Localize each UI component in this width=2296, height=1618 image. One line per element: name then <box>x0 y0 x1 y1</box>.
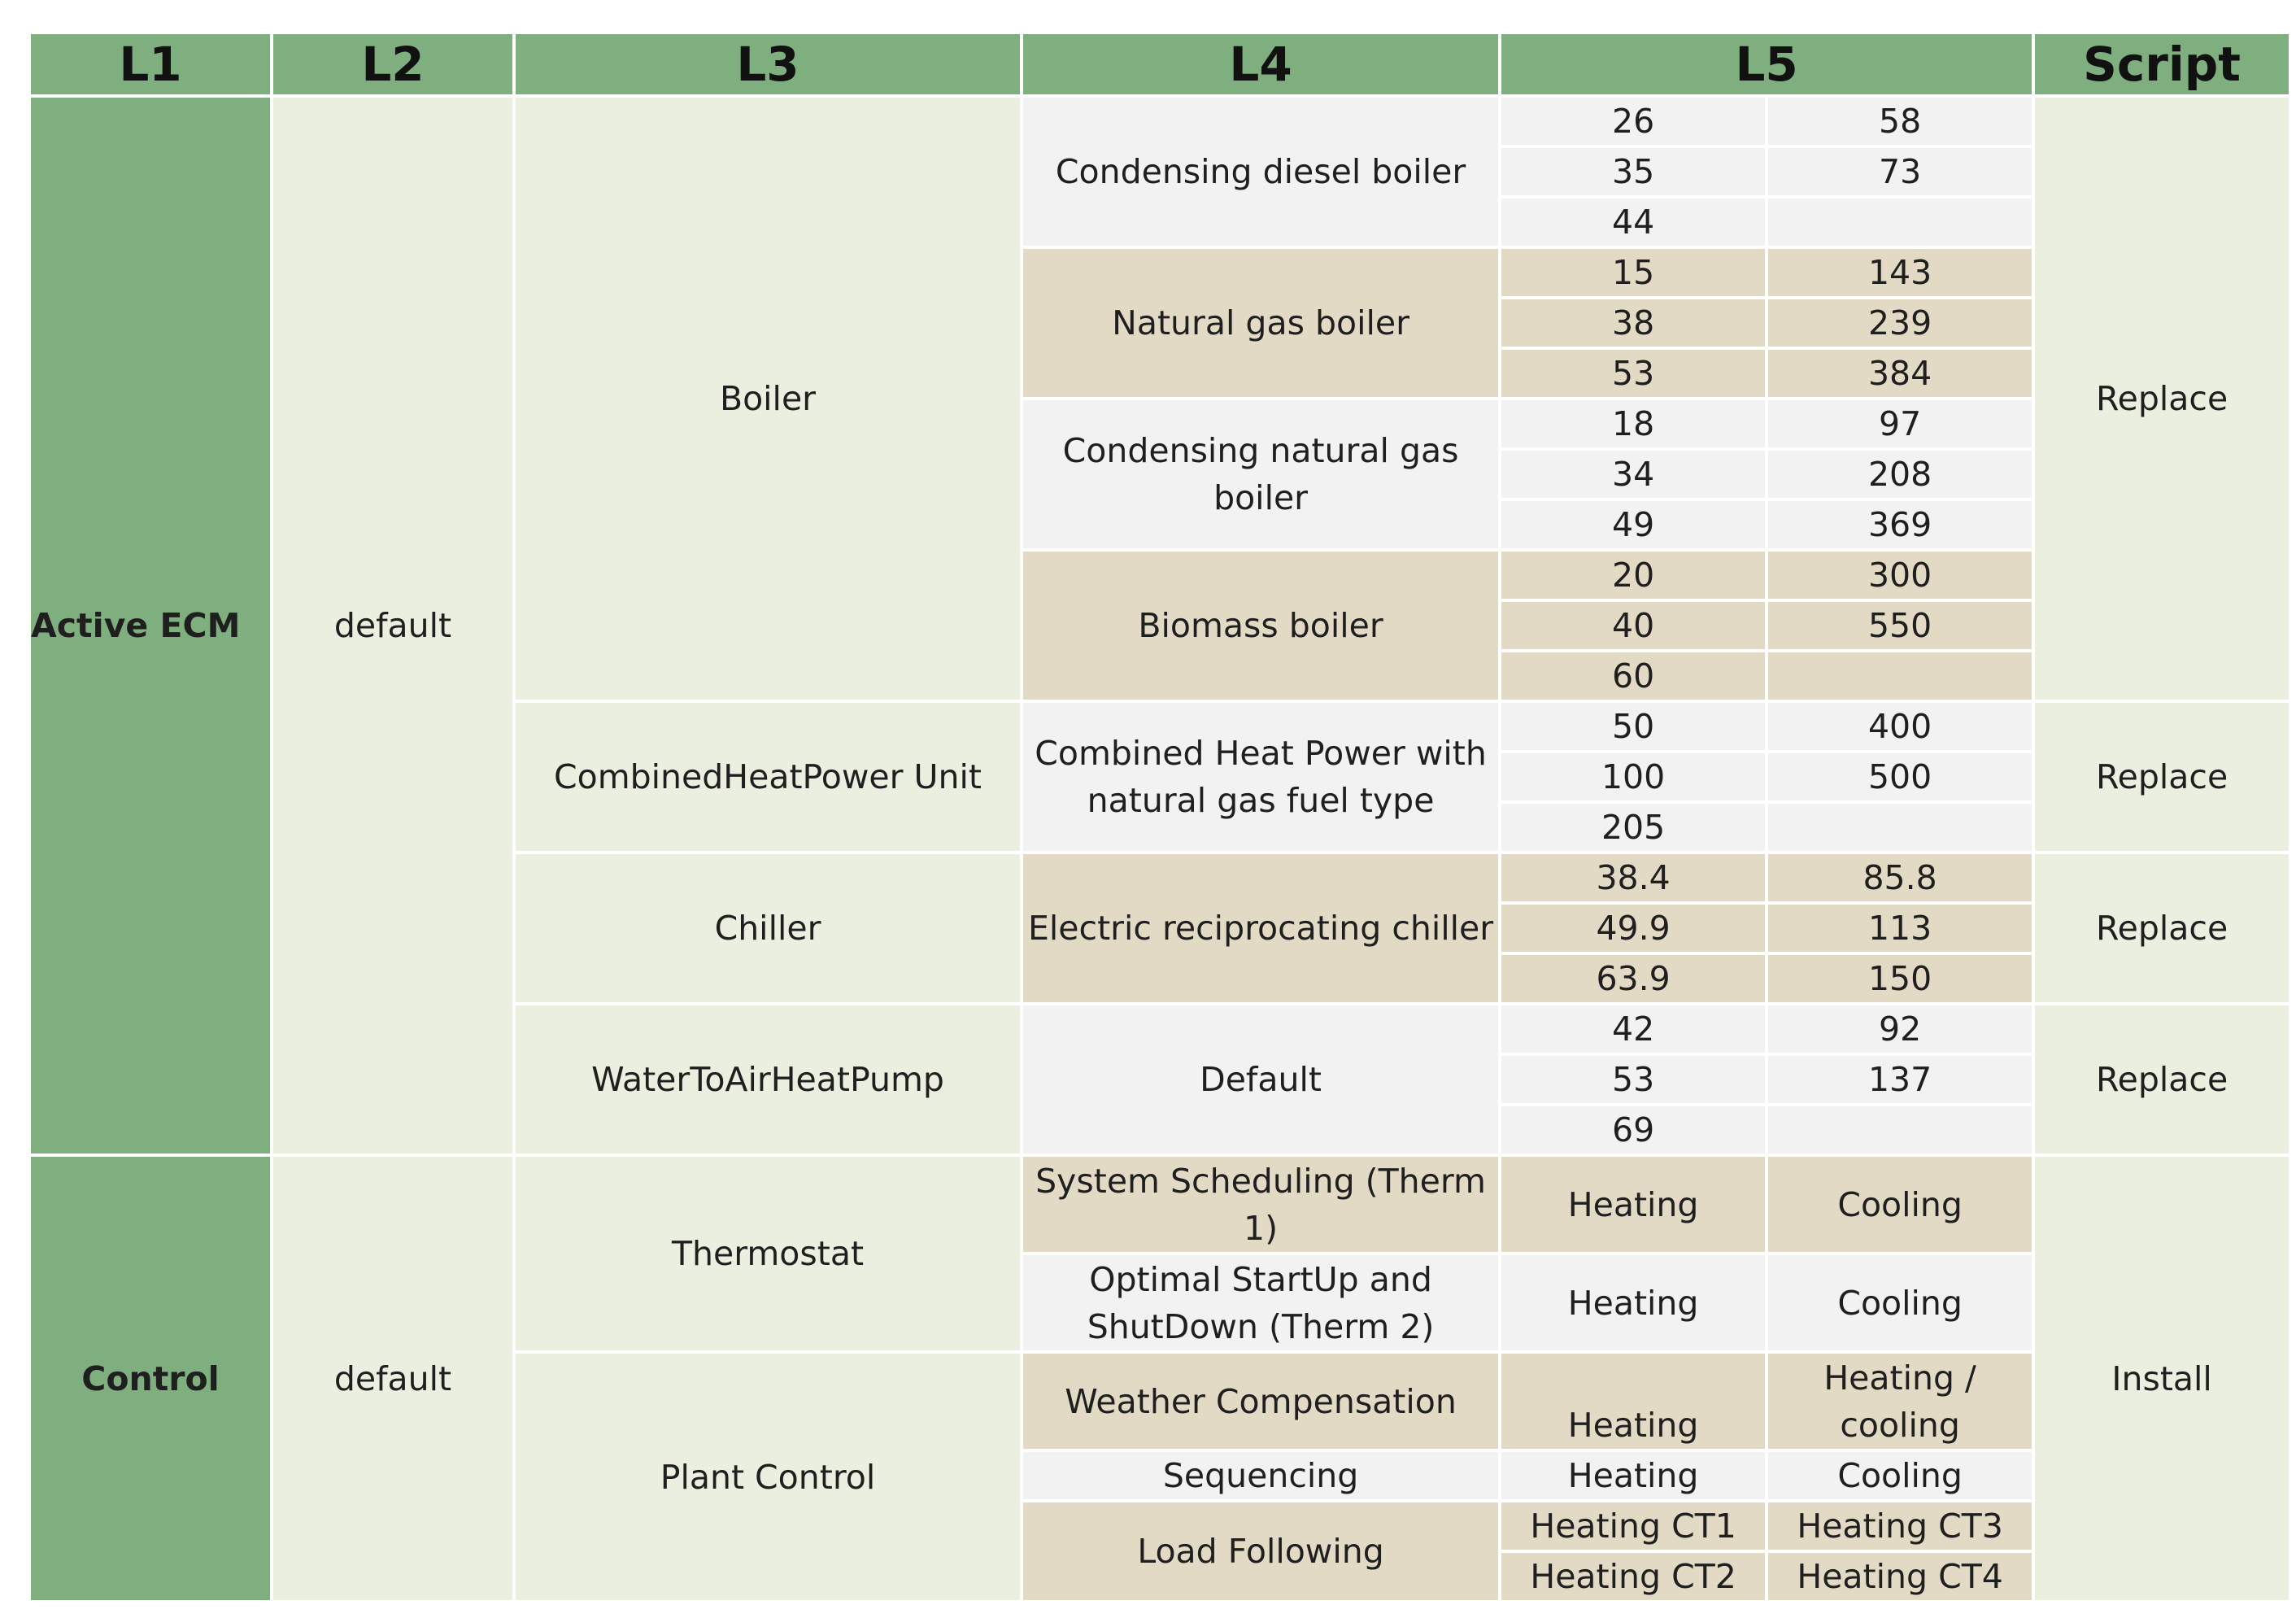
l5-value: 50 <box>1501 703 1765 750</box>
l4-condensing-diesel-boiler: Condensing diesel boiler <box>1023 98 1498 246</box>
script-chiller: Replace <box>2035 854 2289 1002</box>
l5-value: Cooling <box>1768 1452 2032 1499</box>
script-boiler: Replace <box>2035 98 2289 700</box>
l5-value: 20 <box>1501 552 1765 599</box>
l5-value: 550 <box>1768 602 2032 649</box>
l5-value: 384 <box>1768 350 2032 397</box>
l3-plant-control: Plant Control <box>516 1354 1020 1600</box>
l5-value: 35 <box>1501 148 1765 195</box>
l4-system-scheduling: System Scheduling (Therm 1) <box>1023 1157 1498 1252</box>
l5-value <box>1768 652 2032 700</box>
l5-value: 100 <box>1501 753 1765 800</box>
l5-value: Heating CT3 <box>1768 1502 2032 1550</box>
l5-value: 49.9 <box>1501 905 1765 952</box>
table-row <box>31 1157 2289 1252</box>
l4-load-following: Load Following <box>1023 1502 1498 1600</box>
l5-value: 49 <box>1501 501 1765 548</box>
l5-value: Heating <box>1501 1452 1765 1499</box>
l5-value: 18 <box>1501 400 1765 447</box>
header-script: Script <box>2035 34 2289 94</box>
l5-value: 69 <box>1501 1106 1765 1154</box>
l5-value: 44 <box>1501 198 1765 246</box>
l5-value: Heating <box>1501 1157 1765 1252</box>
l5-value: 58 <box>1768 98 2032 145</box>
l5-value: 38.4 <box>1501 854 1765 901</box>
l5-value <box>1768 804 2032 851</box>
l5-value: Heating CT4 <box>1768 1553 2032 1600</box>
l4-weather-compensation: Weather Compensation <box>1023 1354 1498 1449</box>
l5-value: Heating / cooling <box>1768 1354 2032 1449</box>
l3-chiller: Chiller <box>516 854 1020 1002</box>
ecm-table <box>28 31 2292 1603</box>
l5-value: 300 <box>1768 552 2032 599</box>
l5-value: Heating <box>1501 1354 1765 1449</box>
l5-value: 42 <box>1501 1005 1765 1053</box>
l5-value: 500 <box>1768 753 2032 800</box>
l5-value: 38 <box>1501 299 1765 347</box>
table-row <box>31 98 2289 145</box>
l4-biomass-boiler: Biomass boiler <box>1023 552 1498 700</box>
l5-value: Heating CT1 <box>1501 1502 1765 1550</box>
l4-chp-natural-gas: Combined Heat Power with natural gas fuel type <box>1023 703 1498 851</box>
l5-value: 15 <box>1501 249 1765 296</box>
l3-chp-unit: CombinedHeatPower Unit <box>516 703 1020 851</box>
l5-value: Cooling <box>1768 1157 2032 1252</box>
l5-value: 92 <box>1768 1005 2032 1053</box>
l5-value: 60 <box>1501 652 1765 700</box>
header-l4: L4 <box>1023 34 1498 94</box>
l5-value: 53 <box>1501 350 1765 397</box>
l5-value: 40 <box>1501 602 1765 649</box>
script-chp: Replace <box>2035 703 2289 851</box>
l3-boiler: Boiler <box>516 98 1020 700</box>
l3-thermostat: Thermostat <box>516 1157 1020 1350</box>
l5-value: Heating <box>1501 1255 1765 1350</box>
l5-value <box>1768 1106 2032 1154</box>
l4-condensing-natural-gas-boiler: Condensing natural gas boiler <box>1023 400 1498 548</box>
script-control: Install <box>2035 1157 2289 1600</box>
l2-active-ecm-default: default <box>273 98 512 1154</box>
l5-value: 53 <box>1501 1056 1765 1103</box>
l4-natural-gas-boiler: Natural gas boiler <box>1023 249 1498 397</box>
script-heat-pump: Replace <box>2035 1005 2289 1154</box>
header-row <box>31 34 2289 94</box>
header-l5: L5 <box>1501 34 2032 94</box>
l5-value: 400 <box>1768 703 2032 750</box>
l5-value: Heating CT2 <box>1501 1553 1765 1600</box>
l5-value: 113 <box>1768 905 2032 952</box>
l5-value: 143 <box>1768 249 2032 296</box>
l1-control: Control <box>31 1157 270 1600</box>
l5-value: 63.9 <box>1501 955 1765 1002</box>
l5-value: 26 <box>1501 98 1765 145</box>
l2-control-default: default <box>273 1157 512 1600</box>
header-l1: L1 <box>31 34 270 94</box>
l5-value: 208 <box>1768 451 2032 498</box>
l1-active-ecm: Active ECM <box>31 98 270 1154</box>
l5-value: 73 <box>1768 148 2032 195</box>
l5-value: 150 <box>1768 955 2032 1002</box>
l4-electric-reciprocating-chiller: Electric reciprocating chiller <box>1023 854 1498 1002</box>
l5-value: 85.8 <box>1768 854 2032 901</box>
l5-value: 34 <box>1501 451 1765 498</box>
l4-heat-pump-default: Default <box>1023 1005 1498 1154</box>
l4-sequencing: Sequencing <box>1023 1452 1498 1499</box>
l4-optimal-startup-shutdown: Optimal StartUp and ShutDown (Therm 2) <box>1023 1255 1498 1350</box>
l5-value <box>1768 198 2032 246</box>
l5-value: 97 <box>1768 400 2032 447</box>
l5-value: 239 <box>1768 299 2032 347</box>
l3-water-to-air-heat-pump: WaterToAirHeatPump <box>516 1005 1020 1154</box>
l5-value: 205 <box>1501 804 1765 851</box>
l5-value: 369 <box>1768 501 2032 548</box>
l5-value: 137 <box>1768 1056 2032 1103</box>
header-l3: L3 <box>516 34 1020 94</box>
header-l2: L2 <box>273 34 512 94</box>
l5-value: Cooling <box>1768 1255 2032 1350</box>
